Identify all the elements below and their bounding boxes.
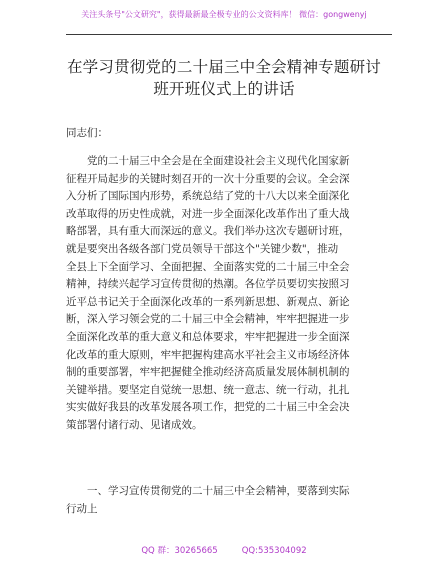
body-line: 就是要突出各级各部门党员领导干部这个"关键少数"，推动	[66, 242, 339, 255]
section-heading-1	[66, 483, 396, 518]
title-line-2: 班开班仪式上的讲话	[153, 80, 295, 98]
body-line: 略部署，具有重大而深远的意义。我们举办这次专题研讨班，	[66, 225, 350, 238]
body-line: 化改革的重大原则，牢牢把握构建高水平社会主义市场经济体	[66, 348, 350, 361]
salutation: 同志们：	[66, 127, 108, 139]
body-line: 实实做好我县的改革发展各项工作，把党的二十届三中全会决	[66, 401, 350, 414]
body-line: 征程开局起步的关键时刻召开的一次十分重要的会议。全会深	[66, 172, 350, 185]
document-title	[0, 56, 448, 100]
footer-qq-number: QQ:535304092	[241, 546, 307, 556]
body-line: 入分析了国际国内形势，系统总结了党的十八大以来全面深化	[66, 190, 350, 203]
section-heading-line-1: 一、学习宣传贯彻党的二十届三中全会精神，要落到实际	[87, 485, 350, 497]
footer-qq-group: QQ 群：30265665	[141, 546, 218, 556]
body-paragraph	[66, 153, 396, 435]
body-line: 精神，持续兴起学习宣传贯彻的热潮。各位学员要切实按照习	[66, 278, 350, 291]
body-line: 关键举措。要坚定自觉统一思想、统一意志、统一行动，扎扎	[66, 383, 350, 396]
header-banner: 关注头条号"公文研究"，获得最新最全极专业的公文资料库！ 微信：gongwenyj	[81, 10, 367, 19]
body-line: 全面深化改革的重大意义和总体要求，牢牢把握进一步全面深	[66, 330, 350, 343]
header-divider	[66, 34, 392, 35]
body-line: 改革取得的历史性成就，对进一步全面深化改革作出了重大战	[66, 207, 350, 220]
body-line: 制的重要部署，牢牢把握健全推动经济高质量发展体制机制的	[66, 366, 350, 379]
body-line: 断，深入学习领会党的二十届三中全会精神，牢牢把握进一步	[66, 313, 350, 326]
body-line: 全县上下全面学习、全面把握、全面落实党的二十届三中全会	[66, 260, 350, 273]
body-line: 近平总书记关于全面深化改革的一系列新思想、新观点、新论	[66, 295, 350, 308]
body-line: 策部署付诸行动、见诸成效。	[66, 418, 203, 431]
title-line-1: 在学习贯彻党的二十届三中全会精神专题研讨	[66, 58, 381, 76]
footer-contact	[0, 546, 448, 557]
body-line: 党的二十届三中全会是在全面建设社会主义现代化国家新	[87, 155, 350, 167]
section-heading-line-2: 行动上	[66, 502, 98, 515]
